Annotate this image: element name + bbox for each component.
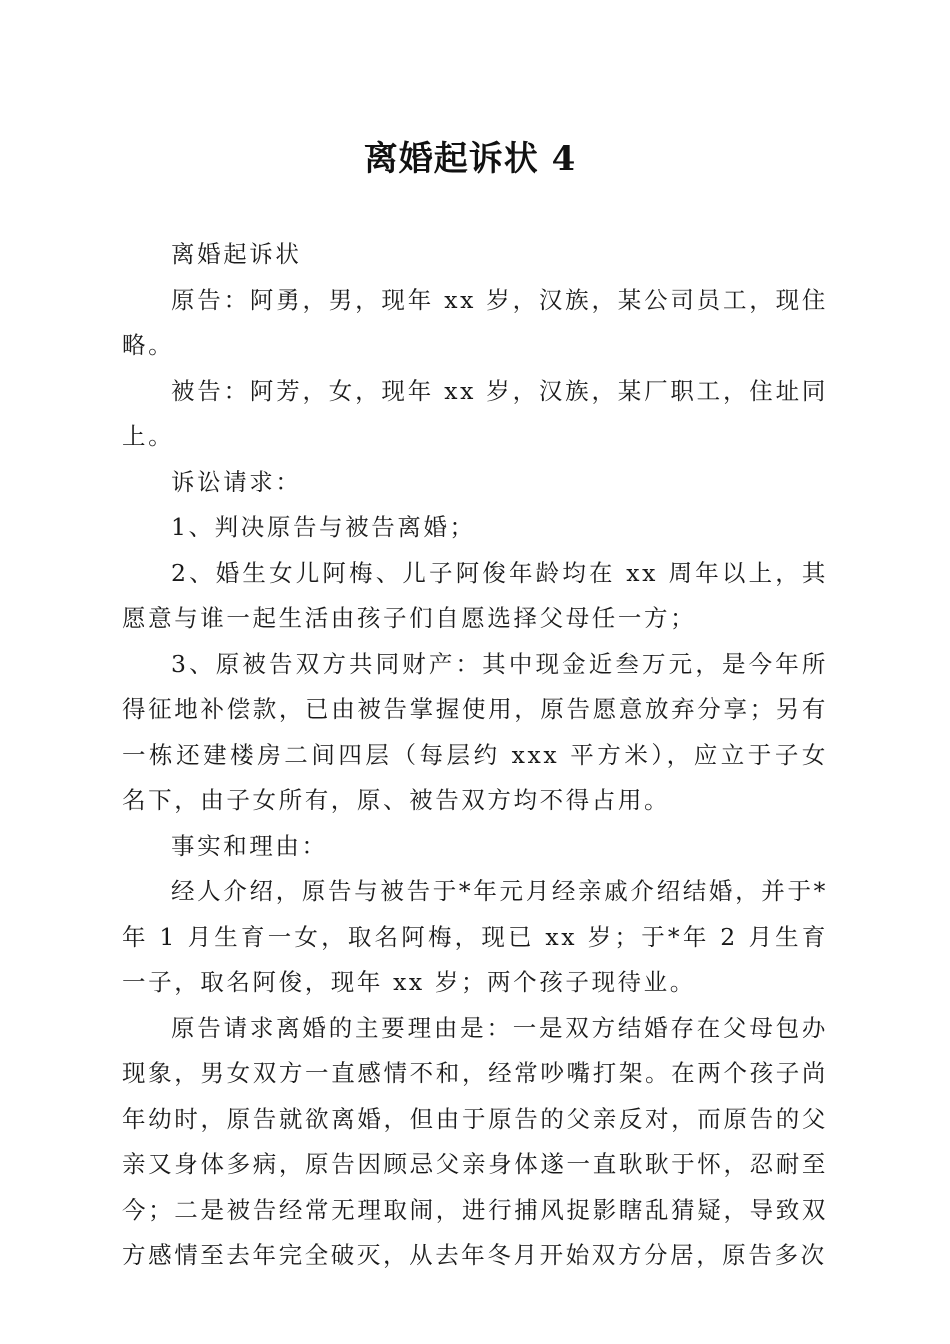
document-title: 离婚起诉状 4 — [363, 139, 577, 179]
claim-item-2: 2、婚生女儿阿梅、儿子阿俊年龄均在 xx 周年以上，其愿意与谁一起生活由孩子们自愿选择父母任一方； — [122, 558, 828, 632]
facts-paragraph-1: 经人介绍，原告与被告于*年元月经亲戚介绍结婚，并于*年 1 月生育一女，取名阿梅，现已 xx 岁；于*年 2 月生育一子，取名阿俊，现年 xx 岁；两个孩子现待业。 — [122, 877, 828, 996]
claims-heading: 诉讼请求： — [171, 467, 302, 496]
facts-paragraph-2: 原告请求离婚的主要理由是：一是双方结婚存在父母包办现象，男女双方一直感情不和，经常吵嘴打架。在两个孩子尚年幼时，原告就欲离婚，但由于原告的父亲反对，而原告的父亲又身体多病，原告因顾忌父亲身体遂一直耿耿于怀，忍耐至今；二是被告经常无理取闹，进行捕风捉影瞎乱猜疑，导致双方感情至去年完全破灭，从去年冬月开始双方分居，原告多次 — [122, 1013, 828, 1269]
plaintiff-info: 原告：阿勇，男，现年 xx 岁，汉族，某公司员工，现住略。 — [122, 285, 828, 359]
defendant-info: 被告：阿芳，女，现年 xx 岁，汉族，某厂职工，住址同上。 — [122, 376, 828, 450]
doc-heading: 离婚起诉状 — [171, 240, 302, 268]
claim-item-3: 3、原被告双方共同财产：其中现金近叁万元，是今年所得征地补偿款，已由被告掌握使用，原告愿意放弃分享；另有一栋还建楼房二间四层（每层约 xxx 平方米），应立于子女名下，由子女所有，原、被告双方均不得占用。 — [122, 649, 828, 814]
facts-heading: 事实和理由： — [171, 831, 328, 860]
claim-item-1: 1、判决原告与被告离婚； — [171, 513, 476, 541]
document-body — [122, 232, 828, 1279]
